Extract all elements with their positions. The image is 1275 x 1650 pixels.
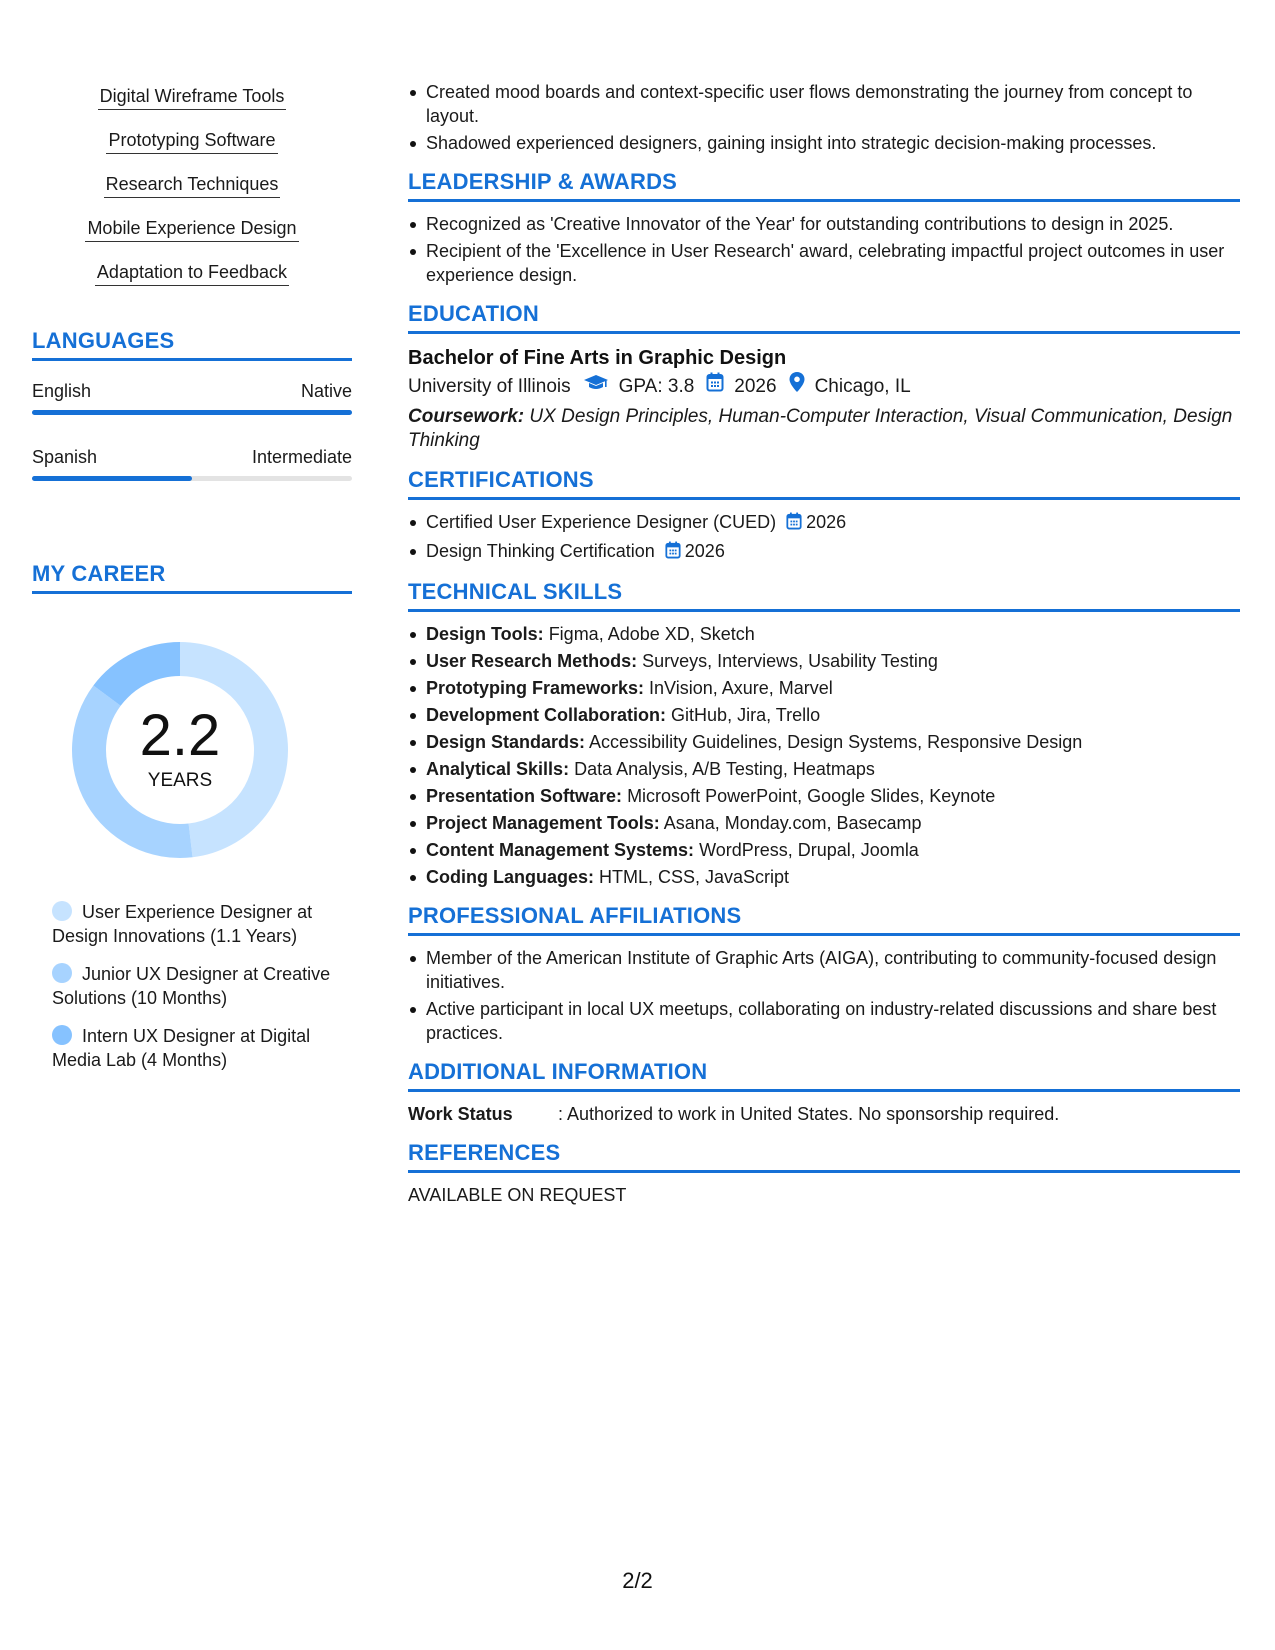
graduation-cap-icon — [583, 373, 609, 401]
education-meta — [408, 372, 1240, 401]
certifications-heading: CERTIFICATIONS — [408, 467, 1240, 500]
language-level: Intermediate — [251, 447, 352, 467]
affiliations-heading: PROFESSIONAL AFFILIATIONS — [408, 903, 1240, 936]
list-item: Coding Languages: HTML, CSS, JavaScript — [408, 865, 1240, 889]
career-total: 2.2 — [139, 703, 221, 768]
calendar-icon — [665, 541, 681, 565]
work-status-row — [408, 1102, 1240, 1126]
language-name: English — [32, 381, 92, 401]
list-item: Created mood boards and context-specific user flows demonstrating the journey from concept to layout. — [408, 80, 1240, 128]
legend-item: Junior UX Designer at Creative Solutions (10 Months) — [52, 964, 331, 1008]
skill-item: Adaptation to Feedback — [32, 260, 352, 286]
language-level: Native — [300, 381, 352, 401]
leadership-list — [408, 212, 1240, 287]
list-item: Recipient of the 'Excellence in User Research' award, celebrating impactful project outcomes in user experience design. — [408, 239, 1240, 287]
cert-name: Certified User Experience Designer (CUED) — [426, 512, 777, 532]
cert-year: 2026 — [684, 541, 725, 561]
language-bar — [32, 410, 352, 415]
list-item — [408, 539, 1240, 565]
list-item: Development Collaboration: GitHub, Jira, Trello — [408, 703, 1240, 727]
sidebar — [32, 84, 352, 1086]
leadership-heading: LEADERSHIP & AWARDS — [408, 169, 1240, 202]
list-item: Design Standards: Accessibility Guidelines, Design Systems, Responsive Design — [408, 730, 1240, 754]
language-bar-fill — [32, 476, 192, 481]
language-bar-fill — [32, 410, 352, 415]
work-status-label: Work Status — [408, 1104, 513, 1124]
cert-name: Design Thinking Certification — [426, 541, 655, 561]
degree-title: Bachelor of Fine Arts in Graphic Design — [408, 347, 787, 369]
work-status-value: : Authorized to work in United States. No sponsorship required. — [558, 1104, 1060, 1124]
technical-skills-list — [408, 622, 1240, 889]
calendar-icon — [706, 372, 724, 401]
gpa: GPA: 3.8 — [618, 375, 695, 397]
languages-section — [32, 328, 352, 481]
list-item: User Research Methods: Surveys, Interviews, Usability Testing — [408, 649, 1240, 673]
language-bar — [32, 476, 352, 481]
technical-skills-heading: TECHNICAL SKILLS — [408, 579, 1240, 612]
skill-item: Mobile Experience Design — [32, 216, 352, 242]
additional-info-heading: ADDITIONAL INFORMATION — [408, 1059, 1240, 1092]
list-item: Recognized as 'Creative Innovator of the Year' for outstanding contributions to design in 2025. — [408, 212, 1240, 236]
page-number: 2/2 — [622, 1568, 653, 1593]
coursework-label: Coursework: — [408, 406, 525, 427]
soft-skill-list — [32, 84, 352, 286]
certifications-list — [408, 510, 1240, 565]
list-item: Analytical Skills: Data Analysis, A/B Testing, Heatmaps — [408, 757, 1240, 781]
calendar-icon — [786, 512, 802, 536]
references-heading: REFERENCES — [408, 1140, 1240, 1173]
coursework — [408, 405, 1240, 453]
list-item: Presentation Software: Microsoft PowerPoint, Google Slides, Keynote — [408, 784, 1240, 808]
list-item: Project Management Tools: Asana, Monday.com, Basecamp — [408, 811, 1240, 835]
career-legend — [32, 900, 352, 1072]
language-row — [32, 447, 352, 468]
location-pin-icon — [789, 372, 805, 401]
legend-dot — [52, 901, 72, 921]
career-section — [32, 561, 352, 1072]
school-location: Chicago, IL — [814, 375, 911, 397]
coursework-value: UX Design Principles, Human-Computer Interaction, Visual Communication, Design Thinking — [408, 406, 1233, 451]
education-entry — [408, 344, 1240, 453]
references-text: AVAILABLE ON REQUEST — [408, 1185, 627, 1205]
legend-dot — [52, 1025, 72, 1045]
list-item: Prototyping Frameworks: InVision, Axure, Marvel — [408, 676, 1240, 700]
cert-year: 2026 — [806, 512, 847, 532]
list-item: Member of the American Institute of Graphic Arts (AIGA), contributing to community-focused design initiatives. — [408, 946, 1240, 994]
list-item — [408, 510, 1240, 536]
school-name: University of Illinois — [408, 375, 571, 397]
language-row — [32, 381, 352, 402]
career-heading: MY CAREER — [32, 561, 352, 594]
main-content — [408, 80, 1240, 1207]
skill-item: Prototyping Software — [32, 128, 352, 154]
skill-item: Research Techniques — [32, 172, 352, 198]
experience-bullets — [408, 80, 1240, 155]
skill-item: Digital Wireframe Tools — [32, 84, 352, 110]
career-unit: YEARS — [147, 770, 213, 791]
list-item: Active participant in local UX meetups, collaborating on industry-related discussions and share best practices. — [408, 997, 1240, 1045]
languages-heading: LANGUAGES — [32, 328, 352, 361]
list-item: Shadowed experienced designers, gaining insight into strategic decision-making processes. — [408, 131, 1240, 155]
affiliations-list — [408, 946, 1240, 1045]
list-item: Content Management Systems: WordPress, Drupal, Joomla — [408, 838, 1240, 862]
legend-item: Intern UX Designer at Digital Media Lab (4 Months) — [52, 1026, 311, 1070]
legend-dot — [52, 963, 72, 983]
list-item: Design Tools: Figma, Adobe XD, Sketch — [408, 622, 1240, 646]
career-donut — [32, 624, 352, 884]
graduation-year: 2026 — [734, 375, 777, 397]
legend-item: User Experience Designer at Design Innovations (1.1 Years) — [52, 902, 313, 946]
language-name: Spanish — [32, 447, 98, 467]
education-heading: EDUCATION — [408, 301, 1240, 334]
